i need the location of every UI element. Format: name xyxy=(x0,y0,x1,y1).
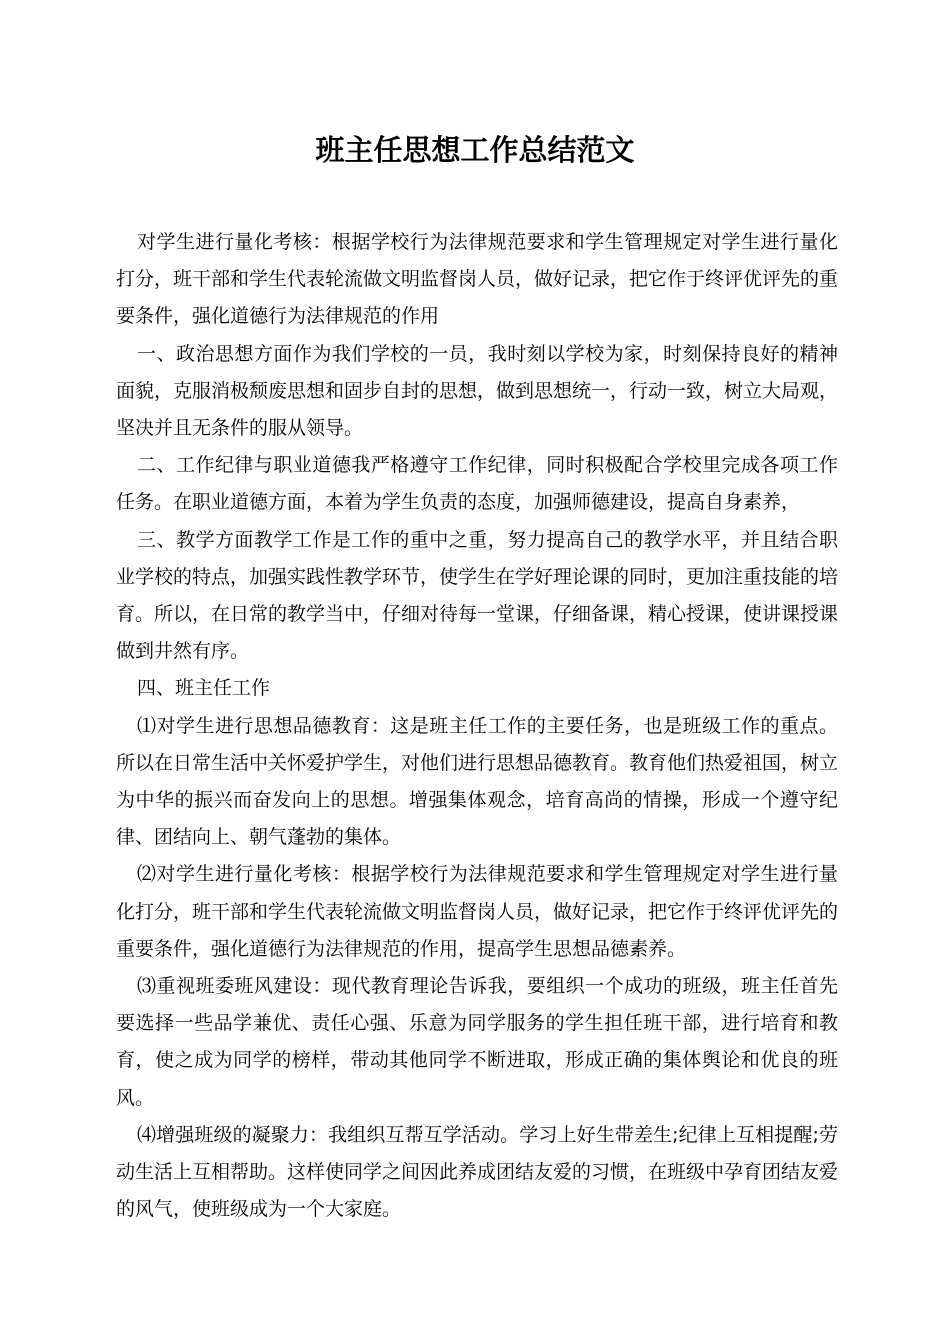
paragraph-intro: 对学生进行量化考核：根据学校行为法律规范要求和学生管理规定对学生进行量化打分，班干部和学生代表轮流做文明监督岗人员，做好记录，把它作于终评优评先的重要条件，强化道德行为法律规范的作用 xyxy=(116,231,839,328)
paragraph-quantitative-assessment: ⑵对学生进行量化考核：根据学校行为法律规范要求和学生管理规定对学生进行量化打分，班干部和学生代表轮流做文明监督岗人员，做好记录，把它作于终评优评先的重要条件，强化道德行为法律规范的作用，提高学生思想品德素养。 xyxy=(116,863,839,960)
section-heading-head-teacher: 四、班主任工作 xyxy=(137,677,271,700)
paragraph-class-committee: ⑶重视班委班风建设：现代教育理论告诉我，要组织一个成功的班级，班主任首先要选择一些品学兼优、责任心强、乐意为同学服务的学生担任班干部，进行培育和教育，使之成为同学的榜样，带动其他同学不断进取，形成正确的集体舆论和优良的班风。 xyxy=(116,975,838,1109)
document-title: 班主任思想工作总结范文 xyxy=(315,133,635,167)
paragraph-political-thought: 一、政治思想方面作为我们学校的一员，我时刻以学校为家，时刻保持良好的精神面貌，克服消极颓废思想和固步自封的思想，做到思想统一，行动一致，树立大局观，坚决并且无条件的服从领导。 xyxy=(116,342,839,440)
paragraph-teaching: 三、教学方面教学工作是工作的重中之重，努力提高自己的教学水平，并且结合职业学校的特点，加强实践性教学环节，使学生在学好理论课的同时，更加注重技能的培育。所以，在日常的教学当中，仔细对待每一堂课，仔细备课，精心授课，使讲课授课做到井然有序。 xyxy=(116,528,839,663)
paragraph-work-discipline: 二、工作纪律与职业道德我严格遵守工作纪律，同时积极配合学校里完成各项工作任务。在职业道德方面，本着为学生负责的态度，加强师德建设，提高自身素养， xyxy=(116,454,838,514)
paragraph-class-cohesion: ⑷增强班级的凝聚力：我组织互帮互学活动。学习上好生带差生;纪律上互相提醒;劳动生活上互相帮助。这样使同学之间因此养成团结友爱的习惯，在班级中孕育团结友爱的风气，使班级成为一个大家庭。 xyxy=(116,1123,839,1221)
document-body xyxy=(116,224,838,1228)
paragraph-moral-education: ⑴对学生进行思想品德教育：这是班主任工作的主要任务，也是班级工作的重点。所以在日常生活中关怀爱护学生，对他们进行思想品德教育。教育他们热爱祖国，树立为中华的振兴而奋发向上的思想。增强集体观念，培育高尚的情操，形成一个遵守纪律、团结向上、朝气蓬勃的集体。 xyxy=(116,714,839,849)
